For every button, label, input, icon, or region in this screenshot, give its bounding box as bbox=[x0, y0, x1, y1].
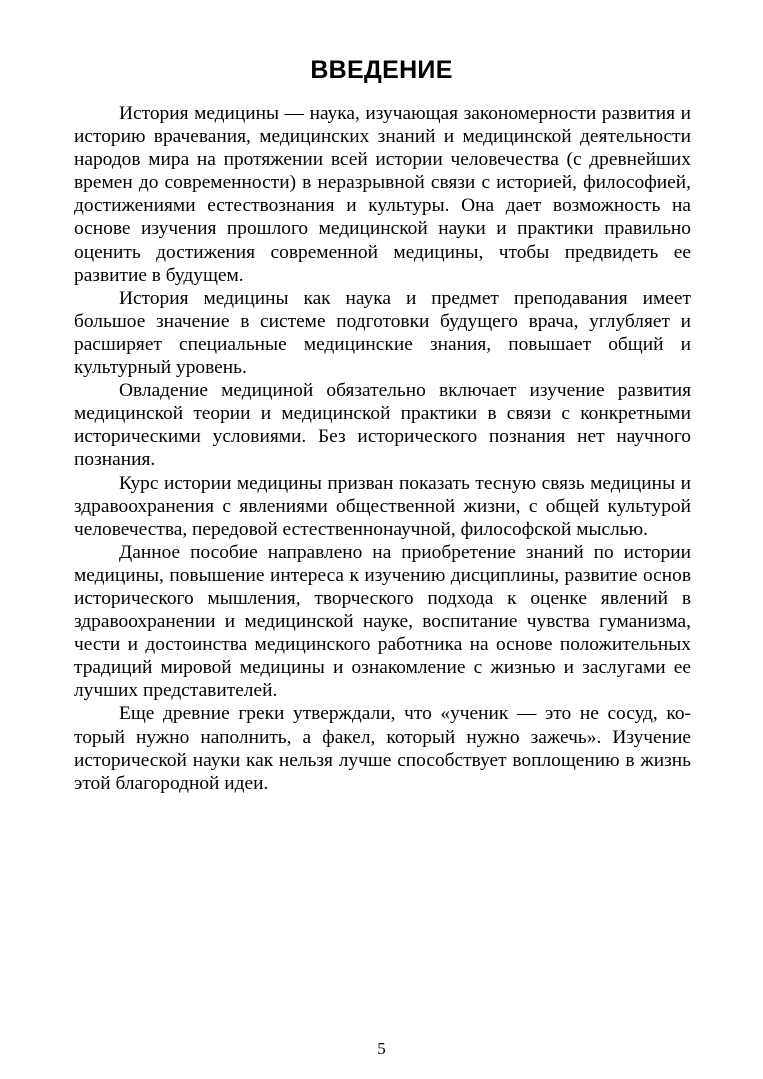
paragraph: История медицины как наука и предмет преподавания имеет большое значение в системе подготовки будущего врача, углубляет и расширяет специальные медицинские знания, повышает общий и культурный уровень. bbox=[74, 287, 691, 379]
paragraph: Данное пособие направлено на приобретение знаний по истории медицины, повышение интереса к изучению дисциплины, развитие основ исторического мышления, творческого подхода к оценке явлений в здравоохранении и медицинской науке, воспитание чувства гуманизма, чести и достоинства медицинского работника на основе положительных традиций мировой медицины и ознакомление с жизнью и заслугами ее лучших представителей. bbox=[74, 541, 691, 702]
paragraph: Еще древние греки утверждали, что «ученик — это не сосуд, который нужно наполнить, а факел, который нужно зажечь». Изучение исторической науки как нельзя лучше способствует воплощению в жизнь этой благородной идеи. bbox=[74, 703, 691, 794]
paragraph: Курс истории медицины призван показать тесную связь медицины и здравоохранения с явлениями общественной жизни, с общей культурой человечества, передовой естественнонаучной, философской мыслью. bbox=[74, 472, 691, 540]
paragraph: Овладение медициной обязательно включает изучение развития медицинской теории и медицинской практики в связи с конкретными историческими условиями. Без исторического познания нет научного познания. bbox=[74, 380, 691, 471]
paragraph: История медицины — наука, изучающая закономерности развития и историю врачевания, медицинских знаний и медицинской деятельности народов мира на протяжении всей истории человечества (с древнейших времен до современности) в неразрывной связи с историей, философией, достижениями естествознания и культуры. Она дает возможность на основе изучения прошлого медицинской науки и практики правильно оценить достижения современной медицины, чтобы предвидеть ее развитие в будущем. bbox=[74, 103, 691, 286]
page-title: ВВЕДЕНИЕ bbox=[310, 56, 453, 84]
body-text bbox=[74, 102, 691, 795]
page-number: 5 bbox=[377, 1039, 386, 1058]
